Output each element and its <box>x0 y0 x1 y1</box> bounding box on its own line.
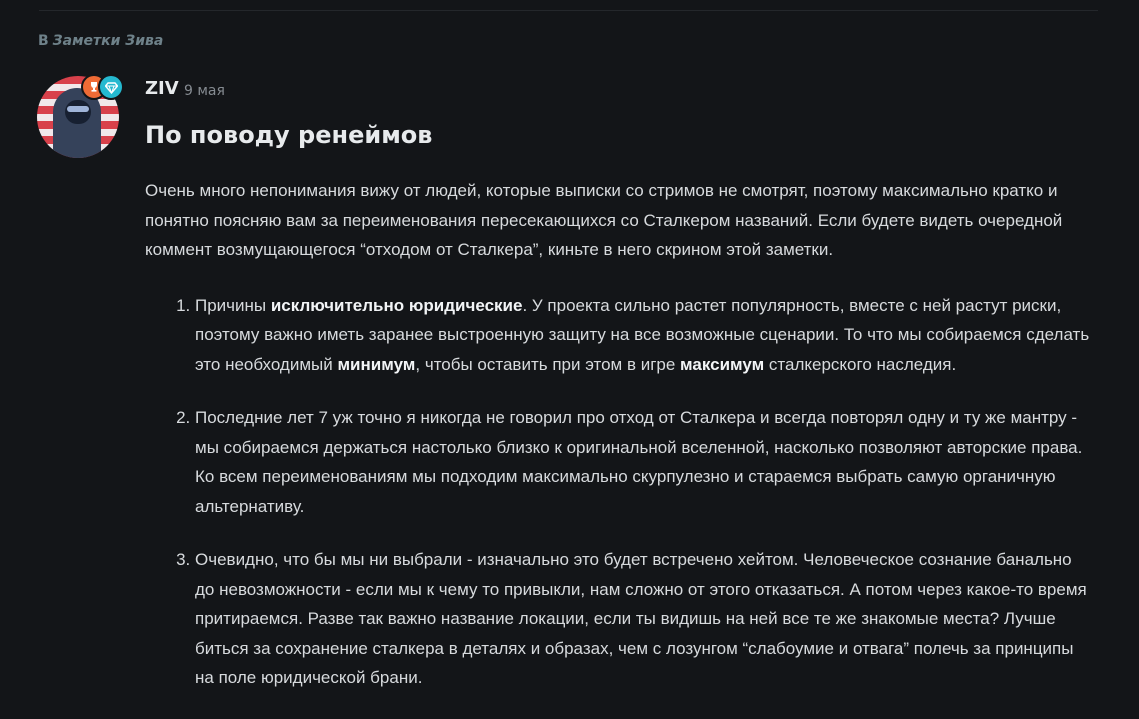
reasons-list <box>145 291 1095 693</box>
source-channel-name[interactable]: Заметки Зива <box>52 33 164 49</box>
post-body <box>145 176 1095 717</box>
post-date[interactable]: 9 мая <box>184 83 225 99</box>
bold-text: максимум <box>680 354 765 374</box>
list-item: 2. Последние лет 7 уж точно я никогда не говорил про отход от Сталкера и всегда повторял одну и ту же мантру - мы собираемся держаться настолько близко к оригинальной вселенной, насколько позволяют авторские права. Ко всем переименованиям мы подходим максимально скурпулезно и стараемся выбрать самую органичную альтернативу. <box>195 403 1095 521</box>
bold-text: минимум <box>337 354 416 374</box>
diamond-icon <box>98 74 124 100</box>
source-channel-link[interactable] <box>38 33 163 49</box>
top-divider <box>39 10 1098 11</box>
list-item: 3. Очевидно, что бы мы ни выбрали - изначально это будет встречено хейтом. Человеческое сознание банально до невозможности - если мы к чему то привыкли, нам сложно от этого отказаться. А потом через какое-то время притираемся. Разве так важно название локации, если ты видишь на ней все те же знакомые места? Лучше биться за сохранение сталкера в деталях и образах, чем с лозунгом “слабоумие и отвага” полечь за принципы на поле юридической брани. <box>195 545 1095 693</box>
list-item: 1. Причины исключительно юридические. У проекта сильно растет популярность, вместе с ней растут риски, поэтому важно иметь заранее выстроенную защиту на все возможные сценарии. То что мы собираемся сделать это необходимый минимум, чтобы оставить при этом в игре максимум сталкерского наследия. <box>195 291 1095 380</box>
bold-text: исключительно юридические <box>270 295 523 315</box>
author-name[interactable]: ZIV <box>145 78 179 99</box>
author-avatar-container[interactable] <box>37 76 119 158</box>
post-title: По поводу ренеймов <box>145 121 433 149</box>
source-prefix: В <box>38 33 49 49</box>
post-intro: Очень много непонимания вижу от людей, которые выписки со стримов не смотрят, поэтому максимально кратко и понятно поясняю вам за переименования пересекающихся со Сталкером названий. Если будете видеть очередной коммент возмущающегося “отходом от Сталкера”, киньте в него скрином этой заметки. <box>145 181 1063 259</box>
